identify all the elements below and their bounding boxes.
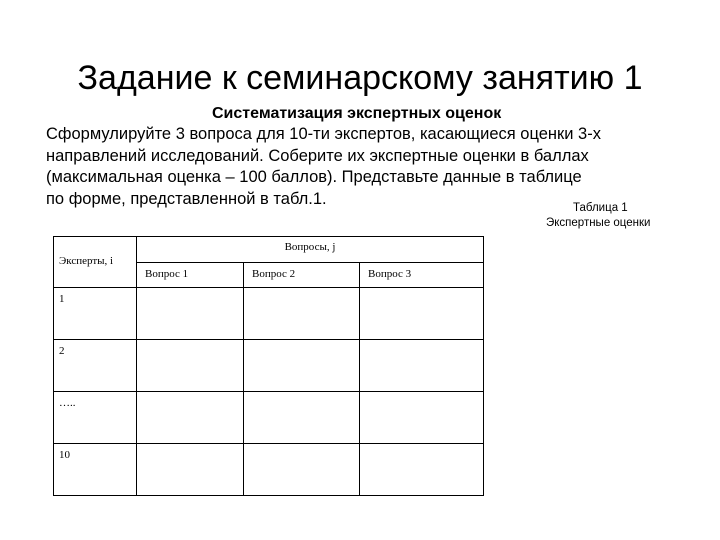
- table-caption-number: Таблица 1: [573, 202, 628, 214]
- expert-number-cell: [54, 444, 137, 496]
- expert-number: 2: [59, 345, 65, 357]
- table-row: [54, 340, 484, 392]
- score-cell: [244, 392, 360, 444]
- expert-header-cell: [54, 237, 137, 288]
- score-cell: [137, 340, 244, 392]
- expert-header-label: Эксперты, i: [59, 255, 114, 267]
- score-cell: [244, 340, 360, 392]
- table-header-row: [54, 237, 484, 263]
- table-row: [54, 288, 484, 340]
- paragraph-line: направлений исследований. Соберите их экспертные оценки в баллах: [46, 146, 589, 165]
- questions-header-cell: [137, 237, 484, 263]
- score-cell: [360, 340, 484, 392]
- expert-number: 1: [59, 293, 65, 305]
- question-column-label: Вопрос 3: [368, 268, 412, 280]
- score-cell: [360, 392, 484, 444]
- score-cell: [244, 444, 360, 496]
- paragraph-line: (максимальная оценка – 100 баллов). Представьте данные в таблице: [46, 168, 582, 186]
- question-column-header: [244, 263, 360, 288]
- table-row: [54, 444, 484, 496]
- question-column-label: Вопрос 1: [145, 268, 189, 280]
- questions-header-label: Вопросы, j: [284, 241, 336, 253]
- question-column-header: [360, 263, 484, 288]
- expert-number: …..: [59, 397, 76, 409]
- paragraph-line: по форме, представленной в табл.1.: [46, 189, 327, 208]
- score-cell: [137, 392, 244, 444]
- score-cell: [244, 288, 360, 340]
- score-cell: [360, 288, 484, 340]
- score-cell: [137, 288, 244, 340]
- task-paragraph: [46, 124, 686, 210]
- expert-number-cell: [54, 392, 137, 444]
- slide-title: Задание к семинарскому занятию 1: [77, 59, 643, 97]
- expert-number: 10: [59, 449, 70, 461]
- slide-subtitle: Систематизация экспертных оценок: [212, 105, 502, 122]
- expert-number-cell: [54, 340, 137, 392]
- paragraph-line: Сформулируйте 3 вопроса для 10-ти экспертов, касающиеся оценки 3-х: [46, 125, 601, 143]
- score-cell: [137, 444, 244, 496]
- expert-scores-table: [53, 236, 484, 496]
- table-row: [54, 392, 484, 444]
- question-column-label: Вопрос 2: [252, 268, 296, 280]
- score-cell: [360, 444, 484, 496]
- expert-number-cell: [54, 288, 137, 340]
- question-column-header: [137, 263, 244, 288]
- table-caption-name: Экспертные оценки: [546, 217, 651, 229]
